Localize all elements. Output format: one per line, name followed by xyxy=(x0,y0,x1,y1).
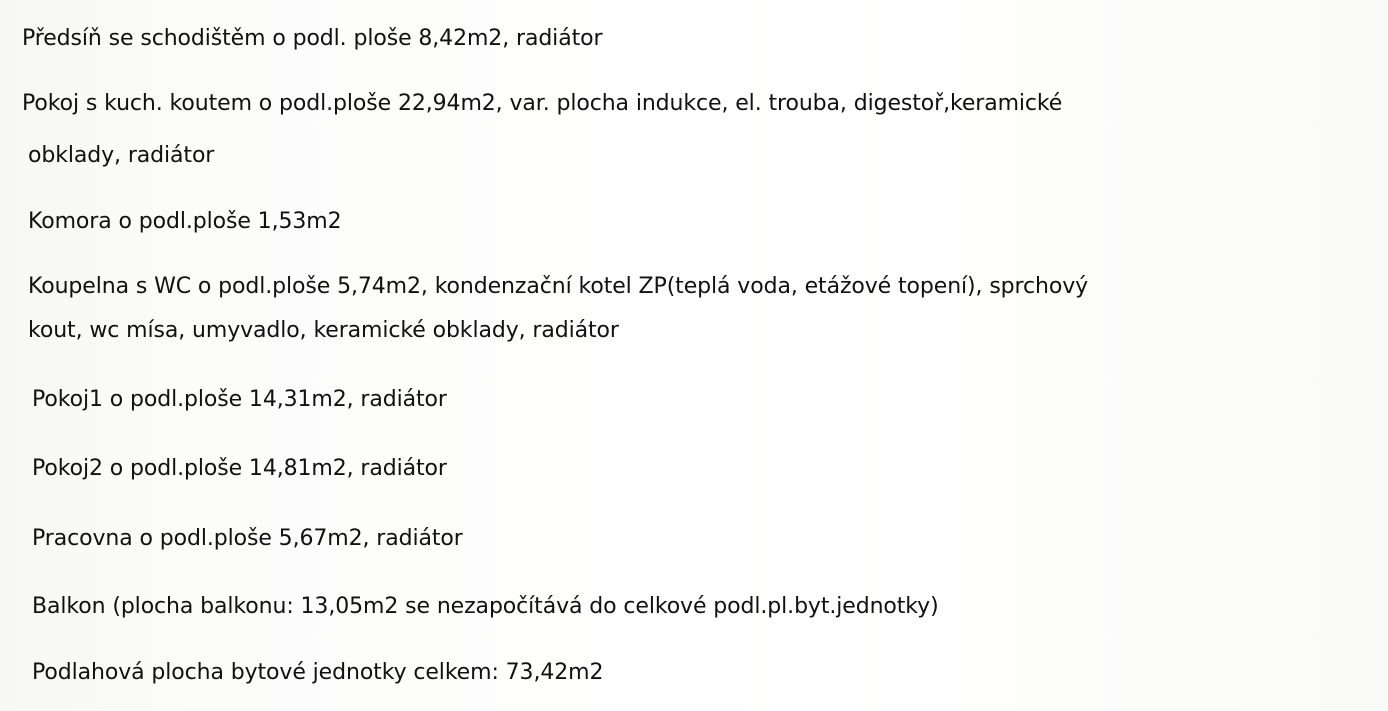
text-line-total-area: Podlahová plocha bytové jednotky celkem: 73,42m2 xyxy=(32,660,604,685)
text-line-storage: Komora o podl.ploše 1,53m2 xyxy=(28,209,342,234)
text-line-room1: Pokoj1 o podl.ploše 14,31m2, radiátor xyxy=(32,387,447,412)
text-line-balcony: Balkon (plocha balkonu: 13,05m2 se nezapočítává do celkové podl.pl.byt.jednotky) xyxy=(32,594,939,619)
text-line-study: Pracovna o podl.ploše 5,67m2, radiátor xyxy=(32,526,463,551)
text-line-bathroom: Koupelna s WC o podl.ploše 5,74m2, kondenzační kotel ZP(teplá voda, etážové topení), sprchový xyxy=(28,274,1089,299)
text-line-bathroom-cont: kout, wc mísa, umyvadlo, keramické obklady, radiátor xyxy=(28,318,619,343)
text-line-living-kitchen-cont: obklady, radiátor xyxy=(28,143,215,168)
text-line-hallway: Předsíň se schodištěm o podl. ploše 8,42m2, radiátor xyxy=(22,26,603,51)
text-line-living-kitchen: Pokoj s kuch. koutem o podl.ploše 22,94m2, var. plocha indukce, el. trouba, digestoř,keramické xyxy=(22,91,1063,116)
text-line-room2: Pokoj2 o podl.ploše 14,81m2, radiátor xyxy=(32,456,447,481)
